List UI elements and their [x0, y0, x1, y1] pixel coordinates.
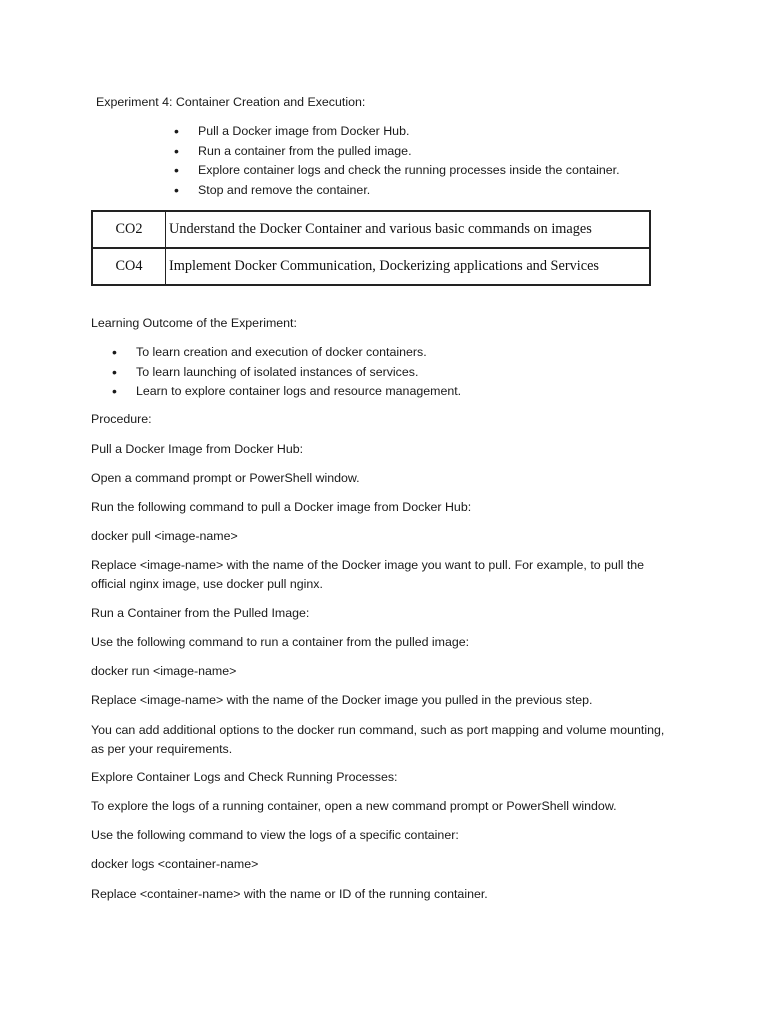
- pull-section-heading: Pull a Docker Image from Docker Hub:: [91, 442, 304, 456]
- learning-outcome-list: [110, 343, 461, 402]
- pull-command: docker pull <image-name>: [91, 529, 238, 543]
- pull-note: Replace <image-name> with the name of the Docker image you want to pull. For example, to pull the official nginx image, use docker pull nginx.: [91, 558, 645, 591]
- co-description: Implement Docker Communication, Dockerizing applications and Services: [166, 248, 651, 285]
- logs-section-heading: Explore Container Logs and Check Running Processes:: [91, 770, 398, 784]
- run-step-command: Use the following command to run a container from the pulled image:: [91, 635, 470, 649]
- pull-step-open-terminal: Open a command prompt or PowerShell window.: [91, 471, 360, 485]
- list-item: • Stop and remove the container.: [172, 181, 620, 201]
- list-item: • Explore container logs and check the running processes inside the container.: [172, 161, 620, 181]
- run-options-note: You can add additional options to the docker run command, such as port mapping and volume mounting, as per your requirements.: [91, 723, 665, 756]
- run-command: docker run <image-name>: [91, 664, 237, 678]
- list-item: • To learn launching of isolated instances of services.: [110, 363, 461, 383]
- list-item: • Learn to explore container logs and resource management.: [110, 382, 461, 402]
- logs-step-open-terminal: To explore the logs of a running container, open a new command prompt or PowerShell window.: [91, 799, 617, 813]
- list-item: • To learn creation and execution of docker containers.: [110, 343, 461, 363]
- logs-note: Replace <container-name> with the name or ID of the running container.: [91, 887, 488, 901]
- course-outcome-table: [91, 210, 651, 286]
- co-code: CO4: [92, 248, 166, 285]
- run-note: Replace <image-name> with the name of the Docker image you pulled in the previous step.: [91, 693, 593, 707]
- co-description: Understand the Docker Container and various basic commands on images: [166, 211, 651, 248]
- logs-command: docker logs <container-name>: [91, 857, 259, 871]
- table-row: [92, 211, 650, 248]
- learning-outcome-heading: Learning Outcome of the Experiment:: [91, 316, 297, 330]
- list-item: • Pull a Docker image from Docker Hub.: [172, 122, 620, 142]
- procedure-heading: Procedure:: [91, 412, 152, 426]
- run-section-heading: Run a Container from the Pulled Image:: [91, 606, 310, 620]
- list-item: • Run a container from the pulled image.: [172, 142, 620, 162]
- logs-step-command: Use the following command to view the logs of a specific container:: [91, 828, 459, 842]
- objectives-list: [172, 122, 620, 200]
- co-code: CO2: [92, 211, 166, 248]
- experiment-title: Experiment 4: Container Creation and Execution:: [96, 95, 366, 109]
- pull-step-run-command: Run the following command to pull a Docker image from Docker Hub:: [91, 500, 472, 514]
- table-row: [92, 248, 650, 285]
